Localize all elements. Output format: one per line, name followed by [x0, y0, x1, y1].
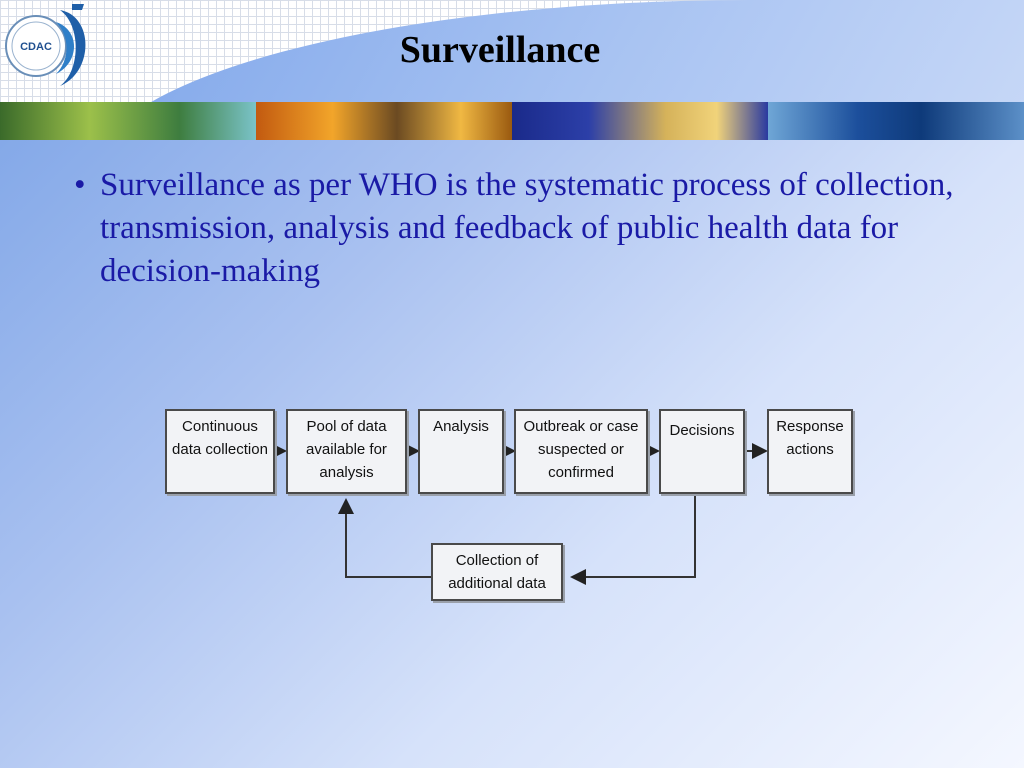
bullet-dot: •: [74, 167, 86, 203]
bullet-text: Surveillance as per WHO is the systematic process of collection, transmission, analysis and feedback of public health data for decision-making: [100, 167, 954, 289]
box-collection-additional-data: Collection of additional data: [431, 543, 563, 601]
box-analysis: Analysis: [418, 409, 504, 494]
box-pool-of-data: Pool of data available for analysis: [286, 409, 407, 494]
box-response-actions: Response actions: [767, 409, 853, 494]
slide-title: Surveillance: [399, 29, 601, 71]
box-decisions: Decisions: [659, 409, 745, 494]
svg-text:CDAC: CDAC: [20, 41, 52, 53]
box-continuous-data-collection: Continuous data collection: [165, 409, 275, 494]
arrow-decisions-to-collection: [572, 494, 695, 577]
arrow-collection-to-pool: [346, 500, 431, 577]
box-outbreak: Outbreak or case suspected or confirmed: [514, 409, 648, 494]
